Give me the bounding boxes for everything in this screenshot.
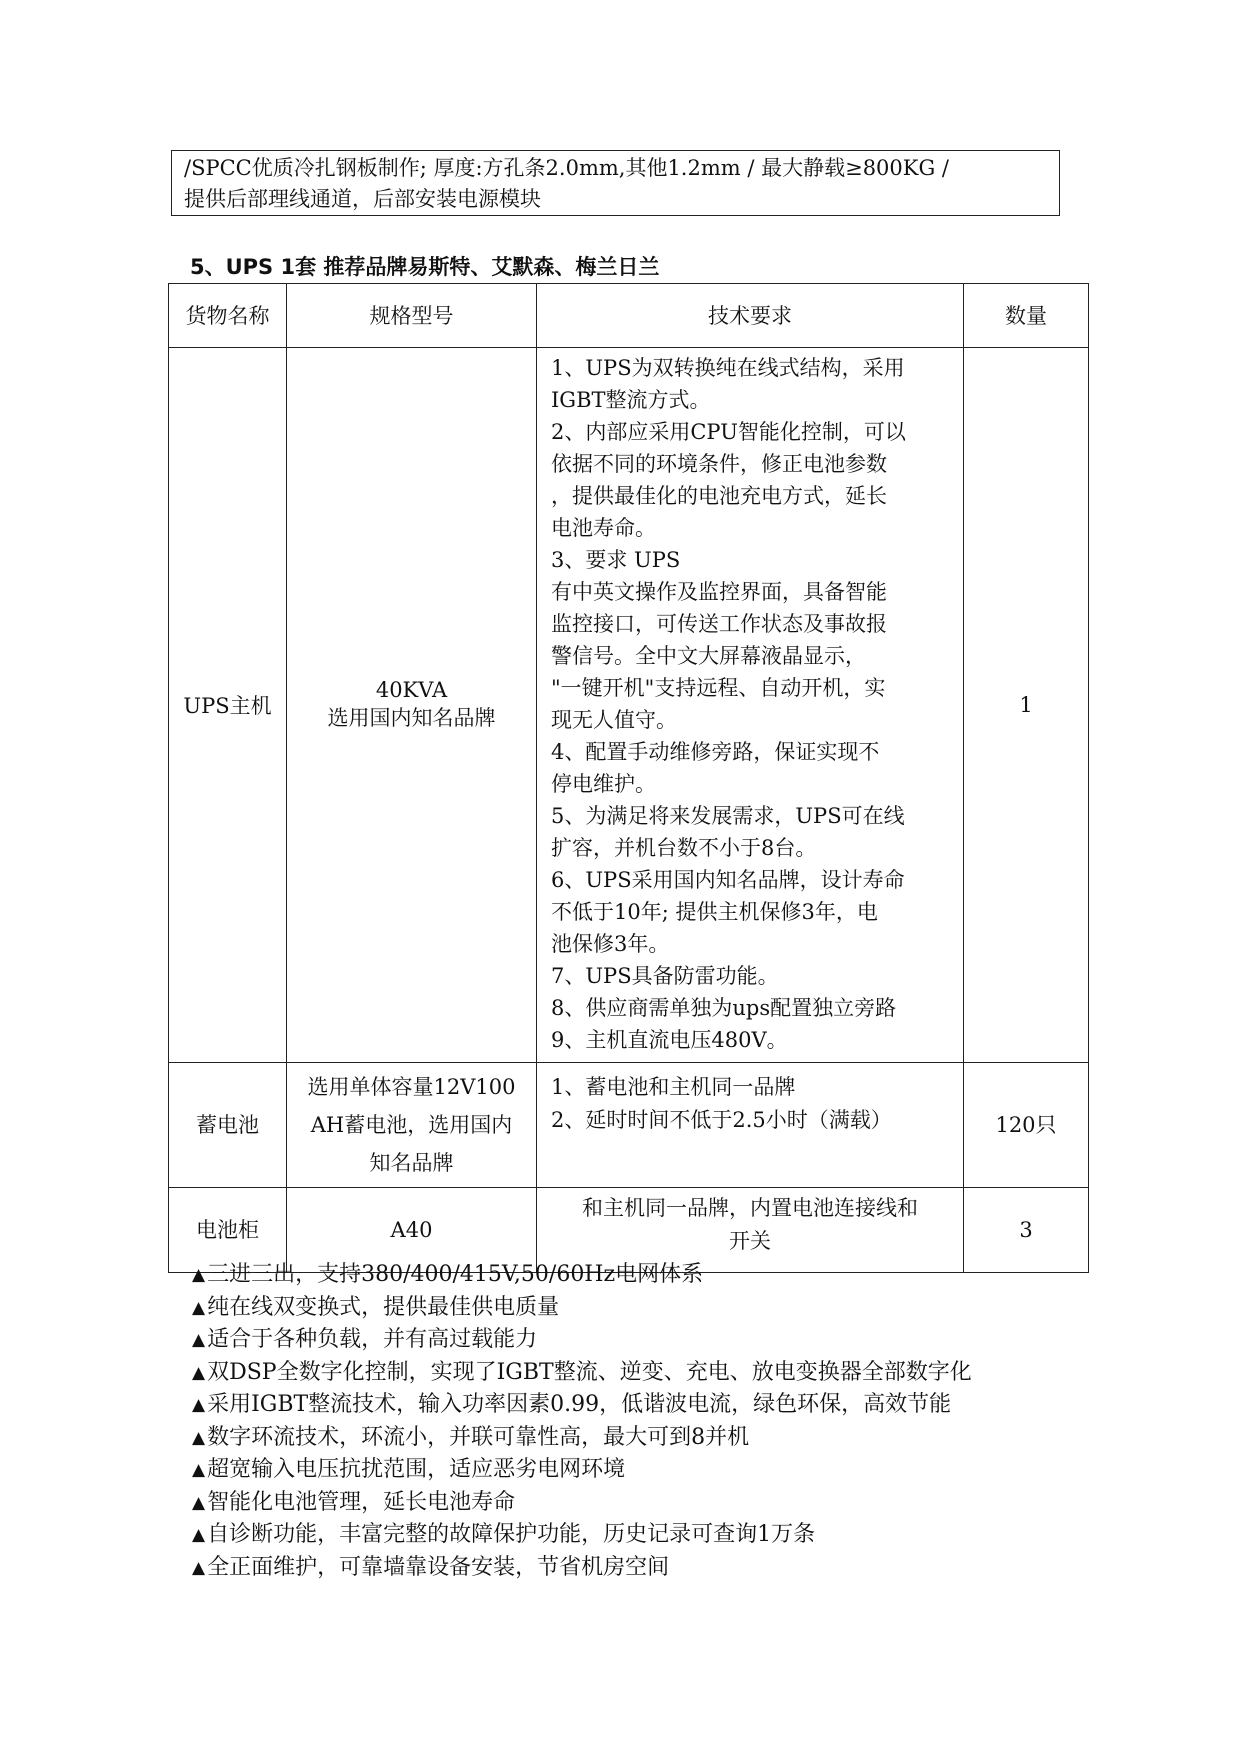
list-item: ▲三进三出，支持380/400/415V,50/60Hz电网体系 xyxy=(192,1259,972,1292)
triangle-bullet-icon: ▲ xyxy=(192,1427,206,1448)
spec-continuation-box xyxy=(171,150,1060,216)
list-item: ▲纯在线双变换式，提供最佳供电质量 xyxy=(192,1292,972,1325)
cell-spec: 选用单体容量12V100 AH蓄电池，选用国内 知名品牌 xyxy=(287,1063,537,1188)
triangle-bullet-icon: ▲ xyxy=(192,1492,206,1513)
list-item: ▲双DSP全数字化控制，实现了IGBT整流、逆变、充电、放电变换器全部数字化 xyxy=(192,1357,972,1390)
cell-spec: 40KVA 选用国内知名品牌 xyxy=(287,348,537,1063)
cell-quantity: 1 xyxy=(964,348,1089,1063)
ups-spec-table xyxy=(168,283,1089,1273)
table-header-row xyxy=(169,284,1089,348)
triangle-bullet-icon: ▲ xyxy=(192,1395,206,1415)
table-row xyxy=(169,1063,1089,1188)
list-item: ▲全正面维护，可靠墙靠设备安装，节省机房空间 xyxy=(192,1552,972,1585)
list-item: ▲数字环流技术，环流小，并联可靠性高，最大可到8并机 xyxy=(192,1422,972,1455)
triangle-bullet-icon: ▲ xyxy=(192,1362,206,1383)
feature-list xyxy=(192,1259,972,1584)
triangle-bullet-icon: ▲ xyxy=(192,1525,206,1545)
cell-name: 电池柜 xyxy=(169,1188,287,1273)
section-heading: 5、UPS 1套 推荐品牌易斯特、艾默森、梅兰日兰 xyxy=(190,255,660,279)
cell-requirements: 和主机同一品牌，内置电池连接线和 开关 xyxy=(537,1188,964,1273)
spec-continuation-line: /SPCC优质冷扎钢板制作; 厚度:方孔条2.0mm,其他1.2mm / 最大静载≥800KG / xyxy=(184,156,949,180)
cell-quantity: 3 xyxy=(964,1188,1089,1273)
cell-requirements: 1、蓄电池和主机同一品牌 2、延时时间不低于2.5小时（满载） xyxy=(537,1063,964,1188)
triangle-bullet-icon: ▲ xyxy=(192,1330,206,1350)
list-item: ▲采用IGBT整流技术，输入功率因素0.99，低谐波电流，绿色环保，高效节能 xyxy=(192,1389,972,1422)
list-item: ▲自诊断功能，丰富完整的故障保护功能，历史记录可查询1万条 xyxy=(192,1519,972,1552)
cell-quantity: 120只 xyxy=(964,1063,1089,1188)
cell-name: 蓄电池 xyxy=(169,1063,287,1188)
list-item: ▲适合于各种负载，并有高过载能力 xyxy=(192,1324,972,1357)
cell-spec: A40 xyxy=(287,1188,537,1273)
list-item: ▲智能化电池管理，延长电池寿命 xyxy=(192,1487,972,1520)
cell-requirements: 1、UPS为双转换纯在线式结构，采用 IGBT整流方式。 2、内部应采用CPU智能化控制，可以 依据不同的环境条件，修正电池参数 ，提供最佳化的电池充电方式，延长 电池寿命。 3、要求 UPS 有中英文操作及监控界面，具备智能 监控接口，可传送工作状态及事故报 警信号。全中文大屏幕液晶显示， "一键开机"支持远程、自动开机，实 现无人值守。 4、配置手动维修旁路，保证实现不 停电维护。 5、为满足将来发展需求，UPS可在线 扩容，并机台数不小于8台。 6、UPS采用国内知名品牌，设计寿命 不低于10年; 提供主机保修3年，电 池保修3年。 7、UPS具备防雷功能。 8、供应商需单独为ups配置独立旁路 9、主机直流电压480V。 xyxy=(537,348,964,1063)
table-row xyxy=(169,348,1089,1063)
triangle-bullet-icon: ▲ xyxy=(192,1557,206,1578)
cell-name: UPS主机 xyxy=(169,348,287,1063)
list-item: ▲超宽输入电压抗扰范围，适应恶劣电网环境 xyxy=(192,1454,972,1487)
header-name: 货物名称 xyxy=(169,284,287,348)
header-requirements: 技术要求 xyxy=(537,284,964,348)
header-spec: 规格型号 xyxy=(287,284,537,348)
triangle-bullet-icon: ▲ xyxy=(192,1297,206,1318)
triangle-bullet-icon: ▲ xyxy=(192,1265,206,1285)
header-quantity: 数量 xyxy=(964,284,1089,348)
triangle-bullet-icon: ▲ xyxy=(192,1460,206,1480)
spec-continuation-line: 提供后部理线通道，后部安装电源模块 xyxy=(184,187,541,211)
